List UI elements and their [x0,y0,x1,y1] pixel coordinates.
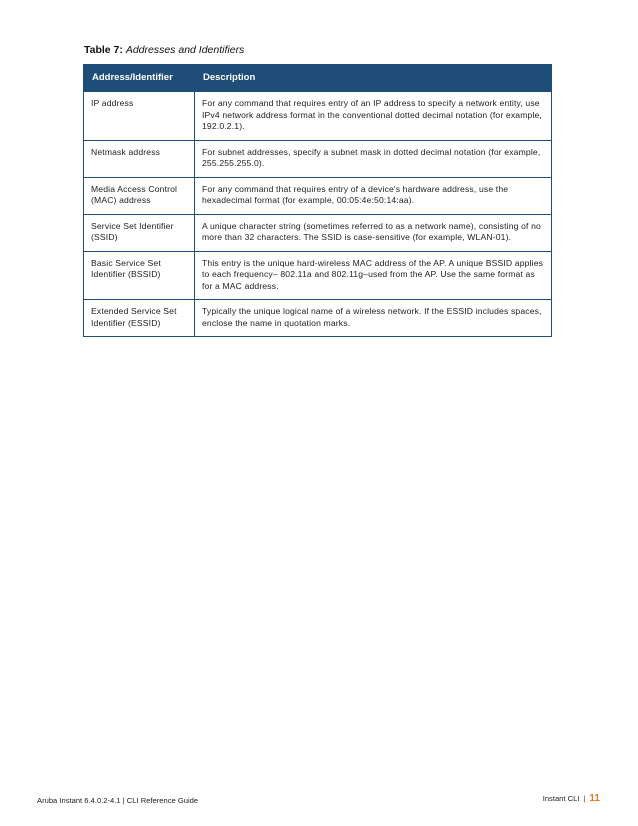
row-description: For subnet addresses, specify a subnet mask in dotted decimal notation (for example, 255.255.255.0). [195,140,552,177]
column-header-address: Address/Identifier [84,65,195,92]
row-description: This entry is the unique hard-wireless MAC address of the AP. A unique BSSID applies to each frequency– 802.11a and 802.11g–used from the AP. Use the same format as for a MAC address. [195,251,552,300]
table-caption [84,44,244,56]
table-row [84,251,552,300]
row-identifier: Netmask address [84,140,195,177]
row-description: A unique character string (sometimes referred to as a network name), consisting of no more than 32 characters. The SSID is case-sensitive (for example, WLAN-01). [195,214,552,251]
table-caption-title: Addresses and Identifiers [125,44,245,56]
footer-separator: | [583,794,586,803]
table-row [84,92,552,141]
row-description: For any command that requires entry of an IP address to specify a network entity, use IPv4 network address format in the conventional dotted decimal notation (for example, 192.0.2.1). [195,92,552,141]
table-row [84,300,552,337]
table-row [84,214,552,251]
row-identifier: Extended Service Set Identifier (ESSID) [84,300,195,337]
table-row [84,140,552,177]
table-header-row [84,65,552,92]
page-number: 11 [589,793,600,804]
row-identifier: Media Access Control (MAC) address [84,177,195,214]
footer-section-label: Instant CLI [542,794,580,803]
table-caption-label: Table 7: [84,44,123,56]
row-description: For any command that requires entry of a device's hardware address, use the hexadecimal format (for example, 00:05:4e:50:14:aa). [195,177,552,214]
page-footer [0,793,638,809]
column-header-description: Description [195,65,552,92]
footer-document-title: Aruba Instant 6.4.0.2-4.1 | CLI Reference Guide [37,796,199,805]
table-row [84,177,552,214]
addresses-identifiers-table [83,64,552,337]
table-header [84,65,552,92]
row-identifier: Basic Service Set Identifier (BSSID) [84,251,195,300]
row-identifier: IP address [84,92,195,141]
table-body [84,92,552,337]
row-identifier: Service Set Identifier (SSID) [84,214,195,251]
footer-page-info [543,793,600,804]
row-description: Typically the unique logical name of a wireless network. If the ESSID includes spaces, enclose the name in quotation marks. [195,300,552,337]
